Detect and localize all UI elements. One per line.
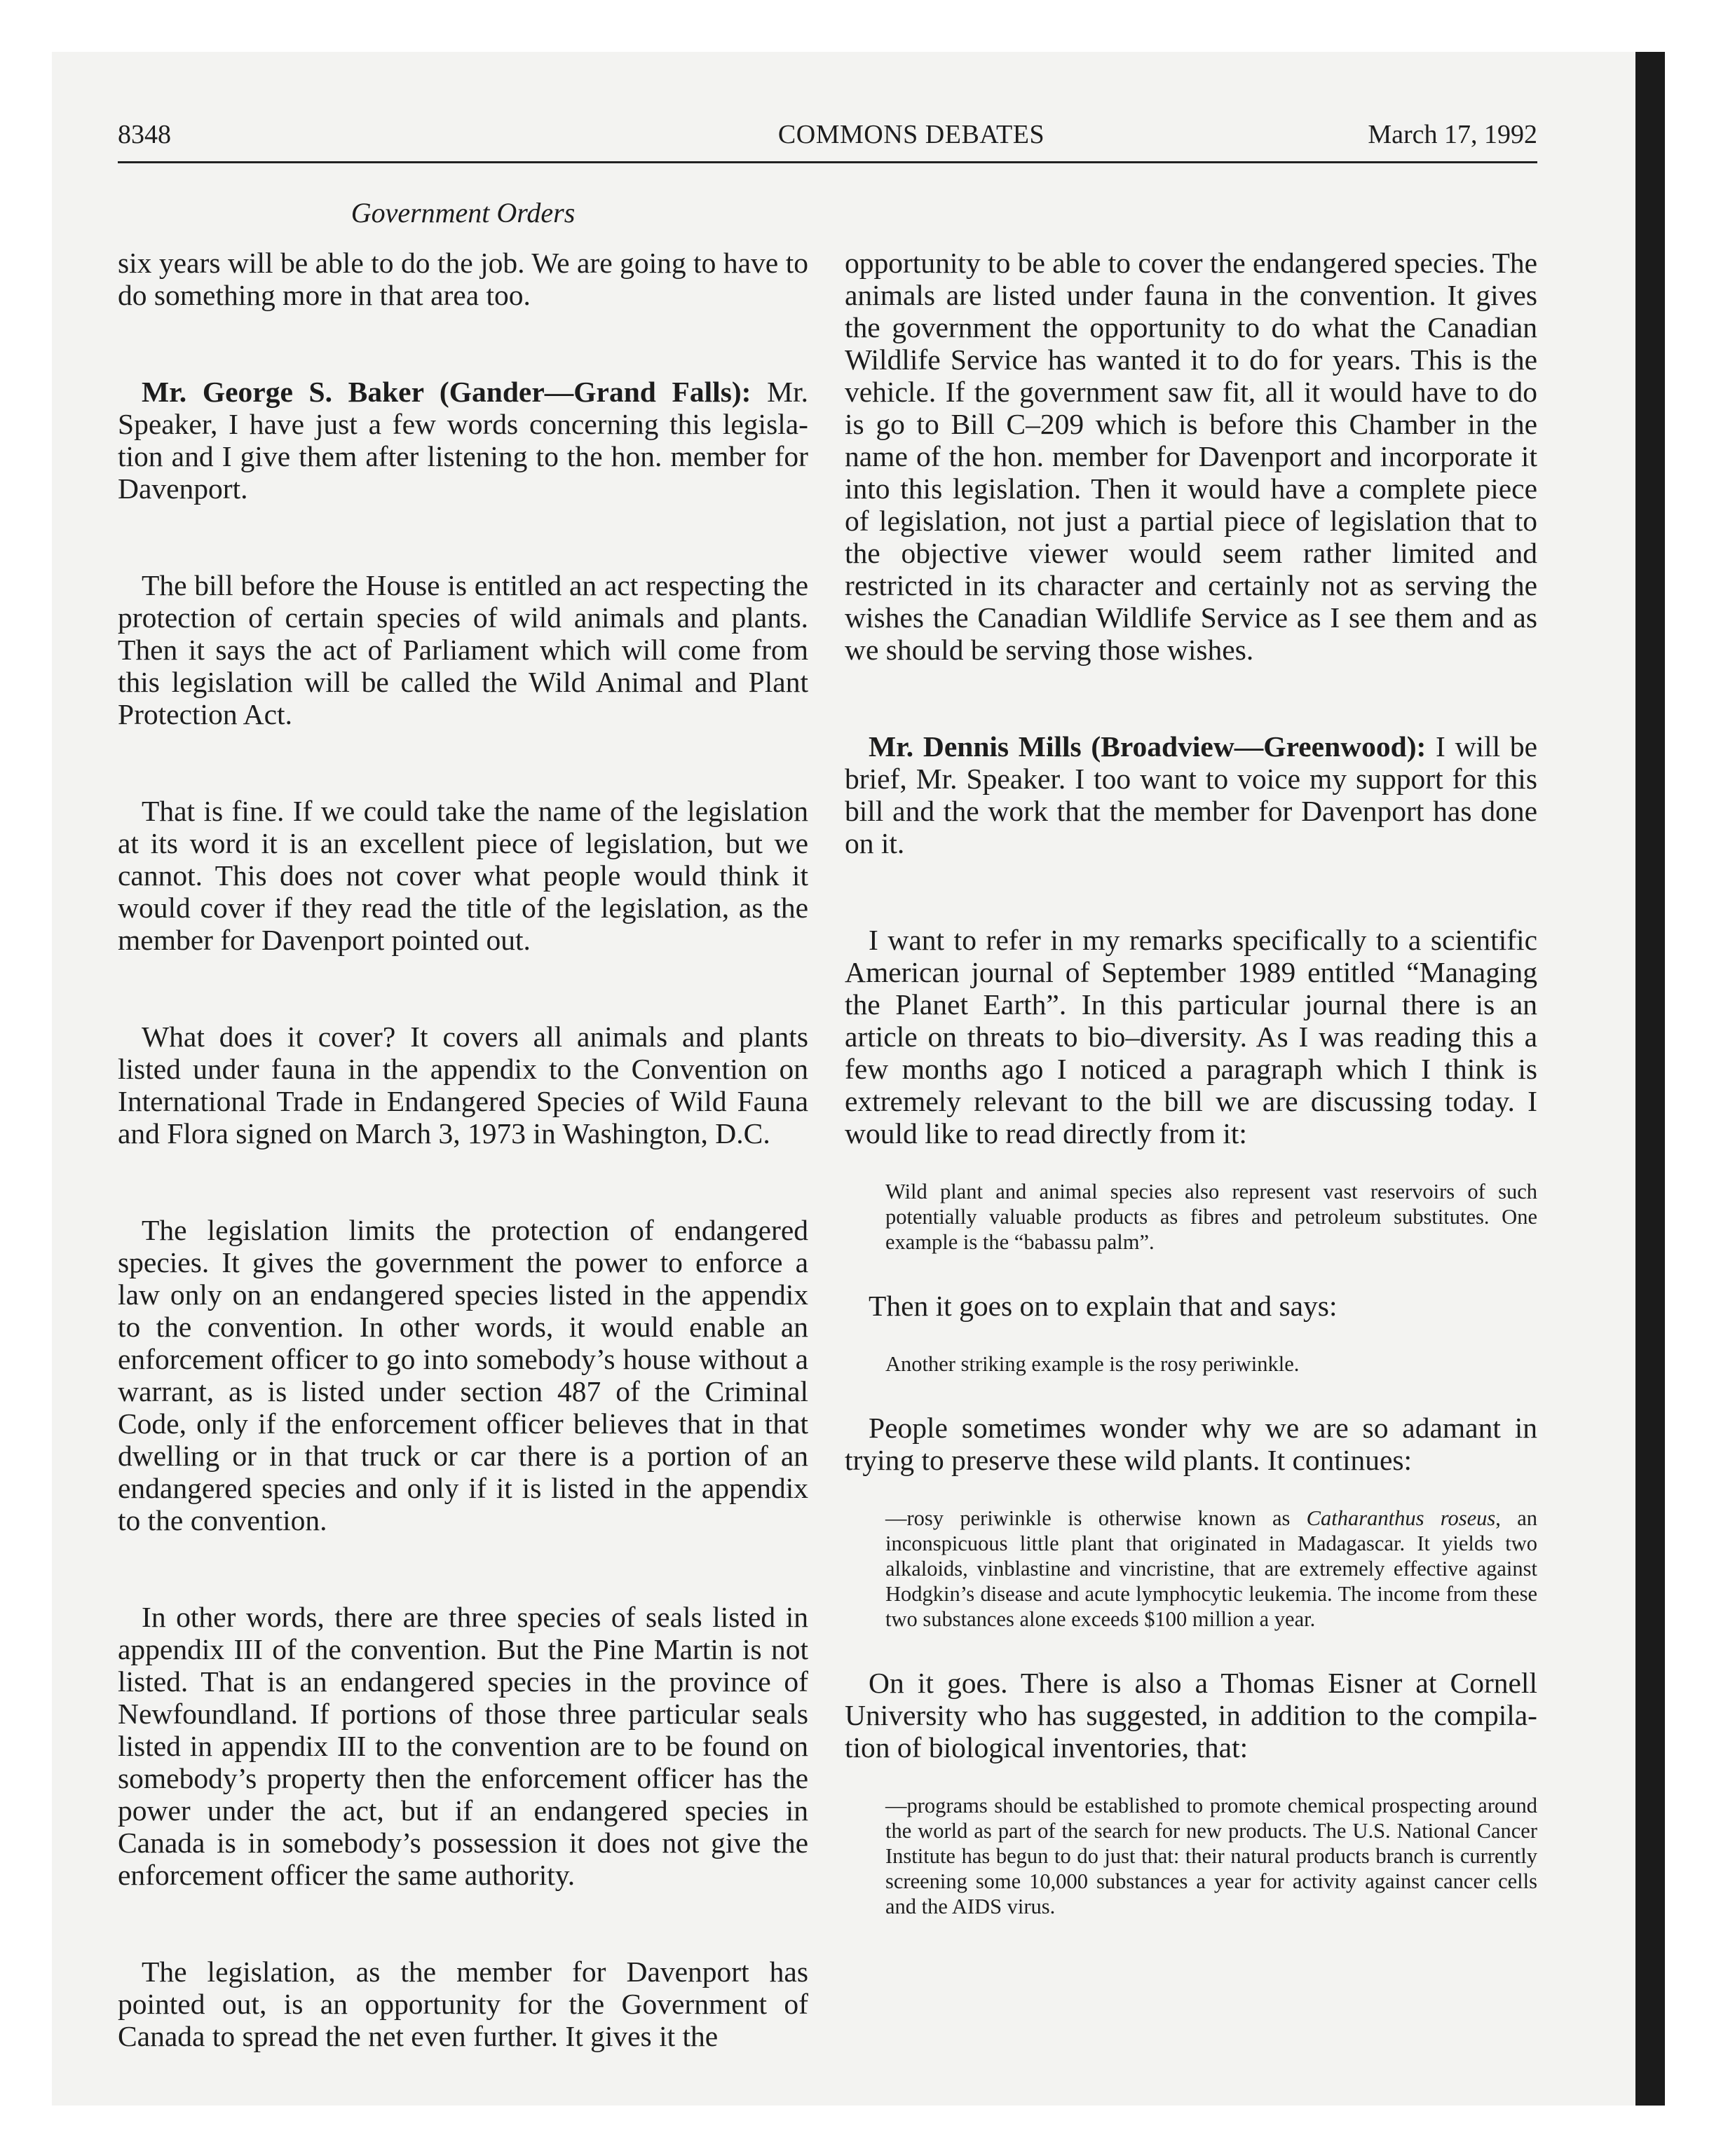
species-name: Catharanthus roseus — [1306, 1506, 1496, 1530]
quote-text: , an inconspicuous little plant that originated in Madagascar. It yields two alkaloids, vinblastine and vincristine, that are extremely effective against Hodgkin’s disease and acute lymphocytic leukemia. The income from these two substances alone exceeds $100 million a year. — [885, 1506, 1538, 1631]
paragraph: That is fine. If we could take the name of the legislation at its word it is an excellent piece of legislation, but we cannot. This does not cover what people would think it would cover if they read the title of the legislation, as the member for Davenport pointed out. — [118, 795, 808, 956]
running-title: COMMONS DEBATES — [777, 120, 1045, 149]
speaker-name: Mr. Dennis Mills (Broadview—Greenwood): — [869, 730, 1427, 763]
paragraph: The legislation limits the protection of endangered species. It gives the government the power to enforce a law only on an endangered species listed in the appendix to the convention. In other words, it would enable an enforcement officer to go into somebody’s house without a warrant, as is listed under section 487 of the Criminal Code, only if the enforcement officer believes that in that dwelling or in that truck or car there is a portion of an endangered species and only if it is listed in the appendix to the convention. — [118, 1214, 808, 1536]
block-quote: Wild plant and animal species also represent vast reservoirs of such potentially valuable products as fibres and petroleum substitutes. One example is the “babassu palm”. — [885, 1180, 1537, 1254]
scan-edge-bar — [1635, 52, 1665, 2106]
paragraph: Then it goes on to explain that and says: — [869, 1290, 1338, 1322]
right-column — [845, 247, 1537, 1954]
paragraph: I want to refer in my remarks specifically to a scientific American journal of September 1989 entitled “Managing the Planet Earth”. In this particular journal there is an article on threats to bio–diversity. As I was reading this a few months ago I noticed a paragraph which I think is extremely relevant to the bill we are discussing today. I would like to read directly from it: — [845, 924, 1537, 1149]
speaker-name: Mr. George S. Baker (Gander—Grand Falls): — [142, 376, 751, 408]
page-number: 8348 — [118, 120, 171, 149]
issue-date: March 17, 1992 — [1368, 120, 1537, 149]
paragraph: In other words, there are three species of seals listed in appendix III of the convention. But the Pine Martin is not listed. That is an endangered species in the province of Newfoundland. If portions of those three particular seals listed in appendix III to the convention are to be found on somebody’s property then the enforcement officer has the power under the act, but if an endangered species in Canada is in somebody’s possession it does not give the enforcement officer the same authority. — [118, 1601, 808, 1891]
paragraph: People sometimes wonder why we are so adamant in trying to preserve these wild plants. It continues: — [845, 1412, 1537, 1476]
paragraph: The legislation, as the member for Davenport has pointed out, is an opportunity for the Government of Canada to spread the net even further. It gives it the — [118, 1956, 808, 2052]
quote-text: —rosy periwinkle is otherwise known as — [885, 1506, 1307, 1530]
speech-text: Mr. Speaker, I have just a few words concerning this legislation and I give them after listening to the hon. member for Davenport. — [118, 376, 808, 505]
paragraph: six years will be able to do the job. We are going to have to do something more in that area too. — [118, 247, 808, 311]
paragraph: On it goes. There is also a Thomas Eisner at Cornell University who has suggested, in addition to the compilation of biological inventories, that: — [845, 1667, 1537, 1763]
paragraph: What does it cover? It covers all animals and plants listed under fauna in the appendix to the Convention on International Trade in Endangered Species of Wild Fauna and Flora signed on March 3, 1973 in Washington, D.C. — [118, 1021, 808, 1149]
block-quote — [845, 1506, 1537, 1632]
block-quote: Another striking example is the rosy periwinkle. — [885, 1352, 1300, 1376]
paragraph: The bill before the House is entitled an act respecting the protection of certain species of wild animals and plants. Then it says the act of Parliament which will come from this legislation will be called the Wild Animal and Plant Protection Act. — [118, 569, 808, 730]
block-quote: —programs should be established to promote chemical prospecting around the world as part of the search for new products. The U.S. National Cancer Institute has begun to do just that: their natural products branch is currently screening some 10,000 substances a year for activity against cancer cells and the AIDS virus. — [885, 1794, 1537, 1918]
speech-text: I will be brief, Mr. Speaker. I too want to voice my support for this bill and the work that the member for Davenport has done on it. — [845, 730, 1537, 859]
header-rule — [118, 161, 1537, 163]
speaker-paragraph — [845, 730, 1537, 859]
speaker-paragraph — [118, 376, 808, 505]
paragraph: opportunity to be able to cover the endangered species. The animals are listed under fauna in the convention. It gives the government the opportunity to do what the Canadian Wildlife Service has wanted it to do for years. This is the vehicle. If the government saw fit, all it would have to do is go to Bill C–209 which is before this Chamber in the name of the hon. member for Davenport and incorporate it into this legislation. Then it would have a complete piece of legislation, not just a partial piece of legislation that to the objective viewer would seem rather limited and restricted in its character and certainly not as serving the wishes the Canadian Wildlife Service as I see them and as we should be serving those wishes. — [845, 247, 1537, 666]
left-column — [118, 247, 808, 2117]
section-title: Government Orders — [351, 197, 576, 228]
